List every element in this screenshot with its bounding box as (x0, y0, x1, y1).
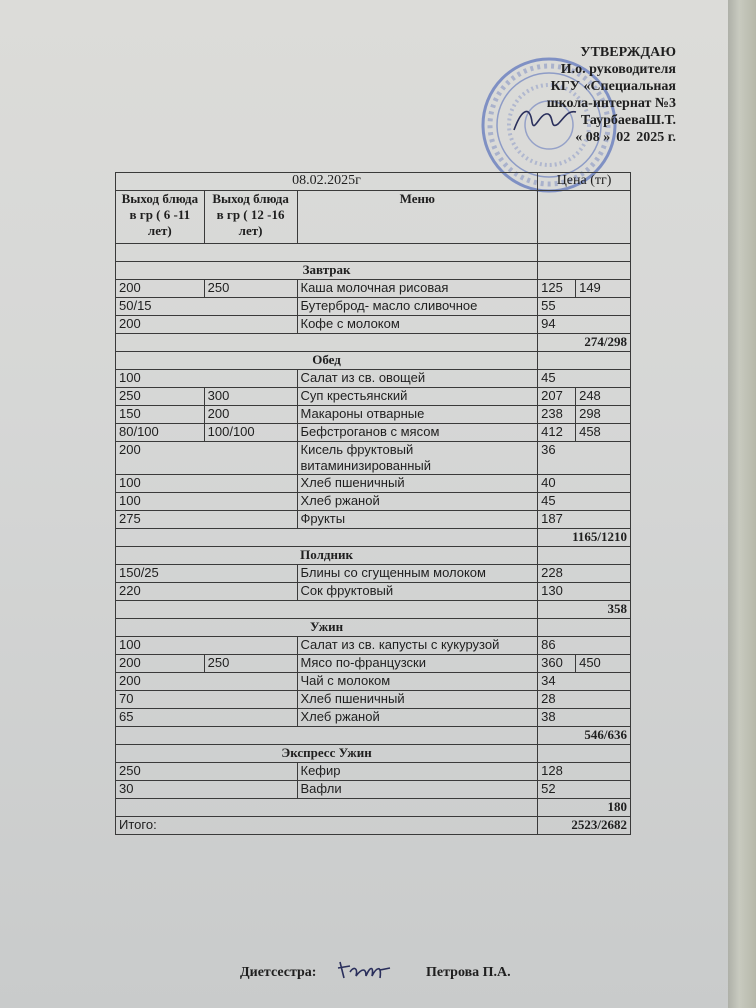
menu-item-row (116, 709, 631, 727)
price-small: 38 (538, 709, 631, 727)
section-title: Ужин (116, 619, 538, 637)
menu-item-row (116, 691, 631, 709)
dish-name: Кисель фруктовый витаминизированный (297, 442, 538, 475)
dish-name: Сок фруктовый (297, 583, 538, 601)
dish-name: Бутерброд- масло сливочное (297, 298, 538, 316)
section-total: 180 (538, 799, 631, 817)
menu-item-row (116, 637, 631, 655)
menu-item-row (116, 583, 631, 601)
spacer-row (116, 244, 631, 262)
section-row (116, 547, 631, 565)
price-small: 34 (538, 673, 631, 691)
weight-small: 100 (116, 637, 298, 655)
dish-name: Фрукты (297, 511, 538, 529)
weight-small: 70 (116, 691, 298, 709)
weight-small: 100 (116, 370, 298, 388)
menu-item-row (116, 388, 631, 406)
price-small: 45 (538, 370, 631, 388)
section-total: 546/636 (538, 727, 631, 745)
dish-name: Кефир (297, 763, 538, 781)
menu-item-row (116, 763, 631, 781)
col1-header: Выход блюда в гр ( 6 -11 лет) (116, 191, 205, 244)
dish-name: Хлеб ржаной (297, 493, 538, 511)
weight-small: 150 (116, 406, 205, 424)
approval-org-2: школа-интернат №3 (546, 96, 676, 111)
section-total-row (116, 529, 631, 547)
approval-signature (510, 100, 580, 140)
section-row (116, 352, 631, 370)
price-small: 86 (538, 637, 631, 655)
menu-item-row (116, 511, 631, 529)
dish-name: Каша молочная рисовая (297, 280, 538, 298)
section-total-empty (116, 727, 538, 745)
weight-small: 150/25 (116, 565, 298, 583)
price-small: 207 (538, 388, 576, 406)
menu-date: 08.02.2025г (116, 173, 538, 191)
section-total: 358 (538, 601, 631, 619)
price-large: 450 (576, 655, 631, 673)
price-small: 28 (538, 691, 631, 709)
dish-name: Кофе с молоком (297, 316, 538, 334)
price-header-empty (538, 191, 631, 244)
dish-name: Макароны отварные (297, 406, 538, 424)
weight-small: 200 (116, 673, 298, 691)
price-small: 125 (538, 280, 576, 298)
price-small: 55 (538, 298, 631, 316)
weight-small: 250 (116, 388, 205, 406)
price-small: 238 (538, 406, 576, 424)
menu-item-row (116, 565, 631, 583)
weight-small: 100 (116, 475, 298, 493)
grand-total: 2523/2682 (538, 817, 631, 835)
section-total-empty (116, 799, 538, 817)
weight-small: 50/15 (116, 298, 298, 316)
grand-total-label: Итого: (116, 817, 538, 835)
section-price-empty (538, 262, 631, 280)
section-price-empty (538, 352, 631, 370)
menu-header: Меню (297, 191, 538, 244)
approval-date-day: « 08 » (575, 130, 611, 145)
dietitian-name: Петрова П.А. (426, 965, 511, 980)
menu-item-row (116, 475, 631, 493)
weight-large: 200 (204, 406, 297, 424)
section-row (116, 619, 631, 637)
menu-item-row (116, 298, 631, 316)
price-small: 40 (538, 475, 631, 493)
menu-item-row (116, 280, 631, 298)
price-small: 228 (538, 565, 631, 583)
section-price-empty (538, 619, 631, 637)
section-total-row (116, 799, 631, 817)
weight-large: 300 (204, 388, 297, 406)
price-large: 248 (576, 388, 631, 406)
weight-small: 30 (116, 781, 298, 799)
weight-small: 100 (116, 493, 298, 511)
menu-item-row (116, 424, 631, 442)
price-small: 52 (538, 781, 631, 799)
price-large: 458 (576, 424, 631, 442)
weight-small: 250 (116, 763, 298, 781)
section-row (116, 262, 631, 280)
dietitian-label: Диетсестра: (240, 965, 317, 980)
dietitian-signature (336, 954, 406, 984)
weight-small: 275 (116, 511, 298, 529)
weight-large: 250 (204, 280, 297, 298)
weight-small: 200 (116, 280, 205, 298)
section-total-empty (116, 529, 538, 547)
dish-name: Чай с молоком (297, 673, 538, 691)
dish-name: Салат из св. капусты с кукурузой (297, 637, 538, 655)
price-small: 94 (538, 316, 631, 334)
weight-small: 220 (116, 583, 298, 601)
menu-item-row (116, 442, 631, 475)
weight-large: 250 (204, 655, 297, 673)
header-columns-row (116, 191, 631, 244)
section-total-row (116, 334, 631, 352)
menu-item-row (116, 370, 631, 388)
approval-position: И.о. руководителя (560, 62, 676, 77)
section-total-row (116, 601, 631, 619)
price-small: 128 (538, 763, 631, 781)
dish-name: Бефстроганов с мясом (297, 424, 538, 442)
section-title: Экспресс Ужин (116, 745, 538, 763)
weight-small: 200 (116, 316, 298, 334)
header-date-row (116, 173, 631, 191)
section-price-empty (538, 745, 631, 763)
section-title: Обед (116, 352, 538, 370)
dish-name: Хлеб пшеничный (297, 475, 538, 493)
approval-title: УТВЕРЖДАЮ (580, 45, 676, 60)
paper-edge (728, 0, 756, 1008)
col2-header: Выход блюда в гр ( 12 -16 лет) (204, 191, 297, 244)
dish-name: Вафли (297, 781, 538, 799)
approval-date-year: 2025 г. (636, 130, 676, 145)
section-row (116, 745, 631, 763)
price-large: 298 (576, 406, 631, 424)
menu-table (115, 172, 631, 835)
price-small: 36 (538, 442, 631, 475)
price-small: 187 (538, 511, 631, 529)
menu-item-row (116, 781, 631, 799)
dish-name: Хлеб пшеничный (297, 691, 538, 709)
section-total: 1165/1210 (538, 529, 631, 547)
price-small: 45 (538, 493, 631, 511)
approval-person: ТаурбаеваШ.Т. (580, 113, 676, 128)
section-price-empty (538, 547, 631, 565)
section-total-row (116, 727, 631, 745)
price-small: 360 (538, 655, 576, 673)
weight-small: 80/100 (116, 424, 205, 442)
section-total-empty (116, 601, 538, 619)
section-total-empty (116, 334, 538, 352)
dish-name: Суп крестьянский (297, 388, 538, 406)
price-small: 412 (538, 424, 576, 442)
weight-small: 200 (116, 655, 205, 673)
section-title: Завтрак (116, 262, 538, 280)
section-total: 274/298 (538, 334, 631, 352)
menu-item-row (116, 406, 631, 424)
weight-small: 200 (116, 442, 298, 475)
section-title: Полдник (116, 547, 538, 565)
grand-total-row (116, 817, 631, 835)
menu-item-row (116, 316, 631, 334)
menu-item-row (116, 493, 631, 511)
footer (240, 962, 580, 992)
weight-large: 100/100 (204, 424, 297, 442)
dish-name: Блины со сгущенным молоком (297, 565, 538, 583)
dish-name: Салат из св. овощей (297, 370, 538, 388)
approval-org: КГУ «Специальная (550, 79, 676, 94)
menu-item-row (116, 655, 631, 673)
price-large: 149 (576, 280, 631, 298)
price-header: Цена (тг) (538, 173, 631, 191)
weight-small: 65 (116, 709, 298, 727)
menu-item-row (116, 673, 631, 691)
approval-date-month: 02 (616, 130, 631, 145)
dish-name: Хлеб ржаной (297, 709, 538, 727)
price-small: 130 (538, 583, 631, 601)
dish-name: Мясо по-французски (297, 655, 538, 673)
